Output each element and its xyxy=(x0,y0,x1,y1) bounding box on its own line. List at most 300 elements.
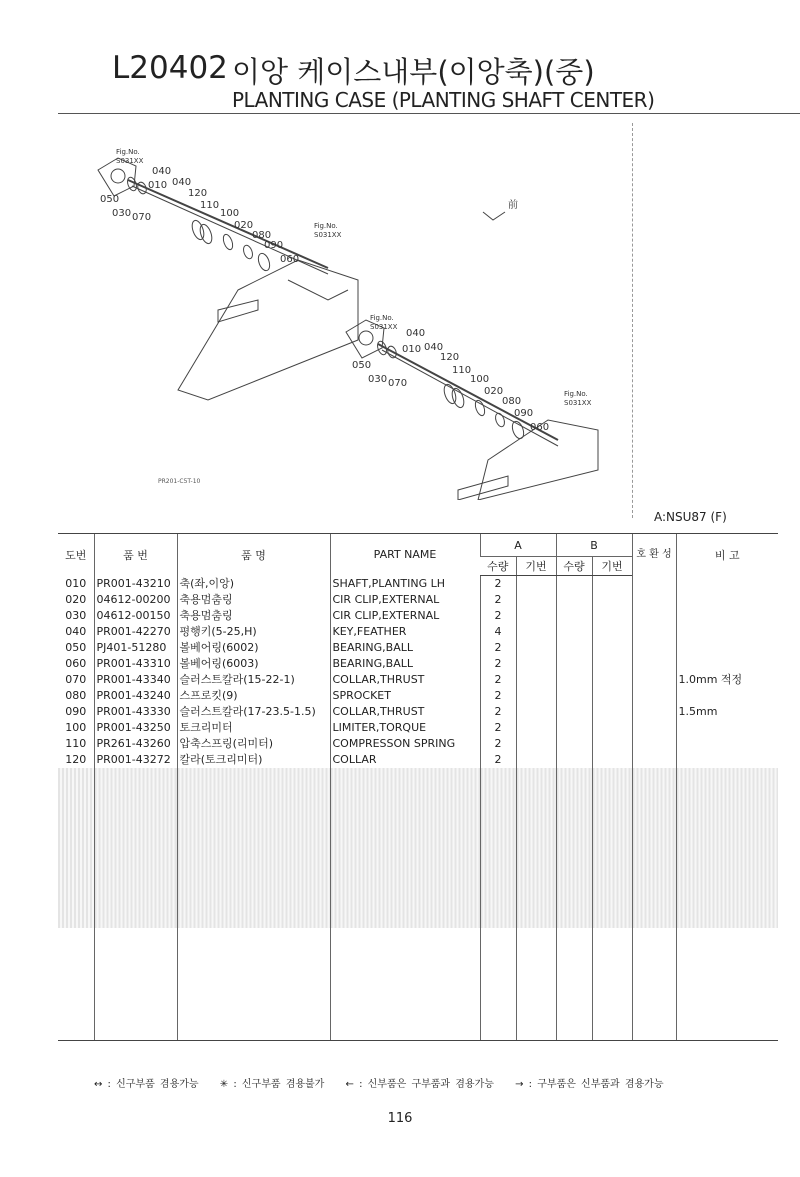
diagram-divider xyxy=(632,123,633,518)
cell-empty xyxy=(632,720,676,736)
cell-remark xyxy=(676,608,778,624)
cell-empty xyxy=(330,784,480,800)
cell-empty xyxy=(94,976,177,992)
empty-row xyxy=(58,880,778,896)
cell-empty xyxy=(330,1008,480,1024)
cell-en: CIR CLIP,EXTERNAL xyxy=(330,592,480,608)
col-header-part-name: PART NAME xyxy=(330,534,480,576)
empty-row xyxy=(58,800,778,816)
table-row xyxy=(58,640,778,656)
cell-empty xyxy=(58,784,94,800)
cell-empty xyxy=(632,624,676,640)
table-row xyxy=(58,672,778,688)
cell-ko: 볼베어링(6002) xyxy=(177,640,330,656)
cell-empty xyxy=(592,992,632,1008)
model-label: A:NSU87 (F) xyxy=(654,510,727,524)
diagram-label: 110 xyxy=(452,365,472,376)
table-row xyxy=(58,624,778,640)
cell-empty xyxy=(58,800,94,816)
cell-empty xyxy=(516,752,556,768)
empty-row xyxy=(58,944,778,960)
cell-empty xyxy=(94,960,177,976)
exploded-parts-diagram xyxy=(88,140,628,500)
cell-empty xyxy=(480,784,516,800)
cell-empty xyxy=(676,1024,778,1041)
cell-empty xyxy=(556,608,592,624)
cell-empty xyxy=(94,944,177,960)
cell-empty xyxy=(177,768,330,784)
cell-empty xyxy=(556,1008,592,1024)
cell-empty xyxy=(556,912,592,928)
cell-remark xyxy=(676,752,778,768)
col-header-group-a: A xyxy=(480,534,556,557)
cell-empty xyxy=(516,656,556,672)
cell-en: COLLAR,THRUST xyxy=(330,672,480,688)
cell-remark xyxy=(676,592,778,608)
cell-empty xyxy=(556,736,592,752)
cell-qty: 2 xyxy=(480,736,516,752)
legend-item: → : 구부품은 신부품과 겸용가능 xyxy=(515,1079,664,1090)
cell-ko: 토크리미터 xyxy=(177,720,330,736)
cell-empty xyxy=(330,864,480,880)
cell-empty xyxy=(556,832,592,848)
cell-en: COLLAR xyxy=(330,752,480,768)
diagram-label: Fig.No. xyxy=(314,222,338,230)
diagram-label: 030 xyxy=(368,374,388,385)
cell-empty xyxy=(94,800,177,816)
cell-empty xyxy=(516,848,556,864)
cell-empty xyxy=(480,1024,516,1041)
cell-empty xyxy=(632,704,676,720)
cell-part: PR001-43250 xyxy=(94,720,177,736)
legend-item: ← : 신부품은 구부품과 겸용가능 xyxy=(345,1079,494,1090)
col-header-base-b: 기번 xyxy=(592,557,632,576)
cell-empty xyxy=(632,592,676,608)
cell-remark xyxy=(676,720,778,736)
col-header-remarks: 비 고 xyxy=(676,534,778,576)
cell-empty xyxy=(58,768,94,784)
cell-empty xyxy=(592,672,632,688)
cell-empty xyxy=(58,848,94,864)
cell-empty xyxy=(516,880,556,896)
cell-empty xyxy=(592,800,632,816)
col-header-qty-b: 수량 xyxy=(556,557,592,576)
cell-empty xyxy=(632,992,676,1008)
cell-empty xyxy=(676,784,778,800)
cell-empty xyxy=(592,944,632,960)
cell-empty xyxy=(556,656,592,672)
cell-empty xyxy=(632,960,676,976)
diagram-label: S031XX xyxy=(116,157,144,165)
cell-empty xyxy=(592,768,632,784)
cell-empty xyxy=(556,992,592,1008)
cell-no: 090 xyxy=(65,705,87,718)
table-row xyxy=(58,720,778,736)
cell-en: COLLAR,THRUST xyxy=(330,704,480,720)
col-header-name-ko: 품 명 xyxy=(177,534,330,576)
cell-empty xyxy=(556,752,592,768)
cell-empty xyxy=(177,816,330,832)
cell-empty xyxy=(516,592,556,608)
cell-ko: 축용멈춤링 xyxy=(177,608,330,624)
table-row xyxy=(58,576,778,593)
cell-empty xyxy=(330,976,480,992)
empty-row xyxy=(58,896,778,912)
cell-empty xyxy=(330,848,480,864)
cell-ko: 칼라(토크리미터) xyxy=(177,752,330,768)
cell-empty xyxy=(592,752,632,768)
cell-empty xyxy=(516,704,556,720)
cell-qty: 4 xyxy=(480,624,516,640)
cell-empty xyxy=(94,832,177,848)
cell-no: 050 xyxy=(65,641,87,654)
cell-qty: 2 xyxy=(480,576,516,593)
cell-empty xyxy=(592,880,632,896)
cell-empty xyxy=(330,832,480,848)
cell-empty xyxy=(592,1024,632,1041)
cell-empty xyxy=(556,592,592,608)
table-row xyxy=(58,688,778,704)
cell-empty xyxy=(58,1024,94,1041)
cell-empty xyxy=(58,944,94,960)
cell-empty xyxy=(480,1008,516,1024)
cell-empty xyxy=(676,960,778,976)
cell-empty xyxy=(177,1024,330,1041)
cell-empty xyxy=(632,880,676,896)
cell-no: 080 xyxy=(65,689,87,702)
cell-empty xyxy=(177,928,330,944)
cell-empty xyxy=(94,768,177,784)
table-row xyxy=(58,736,778,752)
cell-qty: 2 xyxy=(480,672,516,688)
cell-empty xyxy=(592,784,632,800)
diagram-label: S031XX xyxy=(370,323,398,331)
cell-empty xyxy=(480,912,516,928)
diagram-label: S031XX xyxy=(564,399,592,407)
cell-empty xyxy=(516,736,556,752)
cell-en: CIR CLIP,EXTERNAL xyxy=(330,608,480,624)
cell-empty xyxy=(516,1024,556,1041)
cell-empty xyxy=(592,704,632,720)
cell-remark xyxy=(676,576,778,593)
page-number: 116 xyxy=(387,1111,413,1126)
diagram-label: 080 xyxy=(252,230,272,241)
cell-no: 070 xyxy=(65,673,87,686)
diagram-label: 040 xyxy=(424,342,444,353)
cell-empty xyxy=(480,864,516,880)
cell-empty xyxy=(676,992,778,1008)
legend-item: ↔ : 신구부품 겸용가능 xyxy=(94,1079,199,1090)
cell-empty xyxy=(330,960,480,976)
cell-ko: 축용멈춤링 xyxy=(177,592,330,608)
cell-empty xyxy=(58,864,94,880)
cell-empty xyxy=(330,944,480,960)
table-row xyxy=(58,752,778,768)
diagram-label: 050 xyxy=(352,360,372,371)
cell-part: PR261-43260 xyxy=(94,736,177,752)
cell-empty xyxy=(480,880,516,896)
cell-empty xyxy=(592,576,632,593)
cell-empty xyxy=(516,960,556,976)
diagram-label: 020 xyxy=(484,386,504,397)
cell-empty xyxy=(556,624,592,640)
diagram-label: 090 xyxy=(264,240,284,251)
diagram-label: 100 xyxy=(220,208,240,219)
cell-empty xyxy=(480,992,516,1008)
cell-empty xyxy=(94,848,177,864)
cell-empty xyxy=(556,880,592,896)
cell-no: 010 xyxy=(65,576,87,590)
cell-empty xyxy=(676,912,778,928)
diagram-label: 120 xyxy=(440,352,460,363)
cell-empty xyxy=(516,640,556,656)
cell-remark xyxy=(676,736,778,752)
cell-empty xyxy=(676,944,778,960)
cell-empty xyxy=(632,816,676,832)
cell-empty xyxy=(480,976,516,992)
table-row xyxy=(58,608,778,624)
cell-empty xyxy=(480,832,516,848)
cell-no: 100 xyxy=(65,721,87,734)
table-row xyxy=(58,704,778,720)
col-header-part-no: 품 번 xyxy=(94,534,177,576)
cell-empty xyxy=(632,864,676,880)
cell-empty xyxy=(592,736,632,752)
cell-empty xyxy=(480,800,516,816)
cell-remark: 1.0mm 적정 xyxy=(676,672,778,688)
empty-row xyxy=(58,976,778,992)
cell-empty xyxy=(58,912,94,928)
cell-empty xyxy=(516,720,556,736)
empty-row xyxy=(58,960,778,976)
cell-empty xyxy=(516,784,556,800)
cell-empty xyxy=(676,976,778,992)
cell-empty xyxy=(632,928,676,944)
cell-empty xyxy=(480,960,516,976)
col-header-base-a: 기번 xyxy=(516,557,556,576)
cell-ko: 슬러스트칼라(17-23.5-1.5) xyxy=(177,704,330,720)
cell-empty xyxy=(556,816,592,832)
diagram-label: 070 xyxy=(132,212,152,223)
cell-empty xyxy=(592,816,632,832)
cell-empty xyxy=(632,576,676,593)
cell-empty xyxy=(480,848,516,864)
col-header-qty-a: 수량 xyxy=(480,557,516,576)
cell-empty xyxy=(330,768,480,784)
diagram-label: Fig.No. xyxy=(370,314,394,322)
cell-empty xyxy=(94,1008,177,1024)
cell-empty xyxy=(592,896,632,912)
cell-ko: 축(좌,이앙) xyxy=(177,576,330,593)
cell-no: 060 xyxy=(65,657,87,670)
cell-empty xyxy=(556,640,592,656)
diagram-label: S031XX xyxy=(314,231,342,239)
col-header-no: 도번 xyxy=(58,534,94,576)
diagram-label: 080 xyxy=(502,396,522,407)
table-row xyxy=(58,656,778,672)
cell-part: PR001-43340 xyxy=(94,672,177,688)
legend-item: ✳ : 신구부품 겸용불가 xyxy=(219,1079,325,1090)
cell-en: BEARING,BALL xyxy=(330,656,480,672)
cell-empty xyxy=(632,832,676,848)
col-header-interchange: 호 환 성 xyxy=(632,534,676,576)
cell-ko: 슬러스트칼라(15-22-1) xyxy=(177,672,330,688)
cell-empty xyxy=(58,960,94,976)
cell-empty xyxy=(94,880,177,896)
diagram-label: 100 xyxy=(470,374,490,385)
diagram-label: 050 xyxy=(100,194,120,205)
cell-empty xyxy=(592,928,632,944)
cell-empty xyxy=(480,896,516,912)
diagram-label: 110 xyxy=(200,200,220,211)
cell-ko: 압축스프링(리미터) xyxy=(177,736,330,752)
cell-empty xyxy=(592,848,632,864)
diagram-label: 120 xyxy=(188,188,208,199)
cell-empty xyxy=(177,848,330,864)
cell-empty xyxy=(556,848,592,864)
cell-remark xyxy=(676,656,778,672)
title-rule xyxy=(58,113,800,114)
cell-empty xyxy=(592,624,632,640)
diagram-label: 010 xyxy=(148,180,168,191)
cell-empty xyxy=(330,992,480,1008)
empty-row xyxy=(58,1024,778,1041)
cell-empty xyxy=(177,960,330,976)
cell-empty xyxy=(556,704,592,720)
cell-empty xyxy=(94,1024,177,1041)
diagram-label: 040 xyxy=(406,328,426,339)
cell-empty xyxy=(632,736,676,752)
cell-empty xyxy=(177,864,330,880)
cell-empty xyxy=(177,944,330,960)
cell-empty xyxy=(330,816,480,832)
cell-empty xyxy=(516,608,556,624)
cell-qty: 2 xyxy=(480,640,516,656)
cell-empty xyxy=(58,928,94,944)
cell-no: 040 xyxy=(65,625,87,638)
cell-empty xyxy=(516,800,556,816)
cell-empty xyxy=(177,912,330,928)
cell-empty xyxy=(516,816,556,832)
cell-empty xyxy=(592,1008,632,1024)
cell-empty xyxy=(632,640,676,656)
cell-empty xyxy=(676,1008,778,1024)
cell-empty xyxy=(330,800,480,816)
empty-row xyxy=(58,768,778,784)
cell-empty xyxy=(177,1008,330,1024)
cell-empty xyxy=(632,768,676,784)
page-title-korean: 이앙 케이스내부(이앙축)(중) xyxy=(232,55,595,89)
cell-qty: 2 xyxy=(480,656,516,672)
empty-row xyxy=(58,912,778,928)
empty-row xyxy=(58,784,778,800)
cell-empty xyxy=(516,624,556,640)
cell-no: 120 xyxy=(65,753,87,766)
section-code: L20402 xyxy=(112,50,228,86)
page-title-english: PLANTING CASE (PLANTING SHAFT CENTER) xyxy=(232,88,655,112)
cell-empty xyxy=(556,768,592,784)
cell-empty xyxy=(330,896,480,912)
cell-qty: 2 xyxy=(480,608,516,624)
cell-part: PR001-43240 xyxy=(94,688,177,704)
cell-empty xyxy=(632,656,676,672)
cell-empty xyxy=(556,976,592,992)
cell-empty xyxy=(676,864,778,880)
diagram-label: Fig.No. xyxy=(564,390,588,398)
cell-empty xyxy=(58,880,94,896)
cell-empty xyxy=(676,832,778,848)
cell-empty xyxy=(330,1024,480,1041)
cell-empty xyxy=(632,912,676,928)
cell-empty xyxy=(58,896,94,912)
cell-en: SPROCKET xyxy=(330,688,480,704)
cell-empty xyxy=(592,592,632,608)
cell-empty xyxy=(94,784,177,800)
cell-no: 110 xyxy=(65,737,87,750)
cell-empty xyxy=(556,672,592,688)
cell-empty xyxy=(632,784,676,800)
cell-empty xyxy=(592,720,632,736)
cell-empty xyxy=(516,976,556,992)
diagram-label: 020 xyxy=(234,220,254,231)
cell-empty xyxy=(516,672,556,688)
cell-empty xyxy=(58,1008,94,1024)
parts-table xyxy=(58,533,778,1041)
cell-part: PR001-43330 xyxy=(94,704,177,720)
cell-empty xyxy=(676,896,778,912)
cell-empty xyxy=(556,928,592,944)
diagram-label: 060 xyxy=(280,254,300,265)
cell-ko: 볼베어링(6003) xyxy=(177,656,330,672)
cell-part: PR001-42270 xyxy=(94,624,177,640)
cell-empty xyxy=(632,976,676,992)
cell-empty xyxy=(556,688,592,704)
cell-part: PR001-43310 xyxy=(94,656,177,672)
cell-empty xyxy=(592,912,632,928)
cell-empty xyxy=(516,1008,556,1024)
cell-empty xyxy=(94,896,177,912)
cell-en: BEARING,BALL xyxy=(330,640,480,656)
cell-empty xyxy=(556,960,592,976)
cell-empty xyxy=(676,848,778,864)
cell-empty xyxy=(556,1024,592,1041)
cell-empty xyxy=(94,816,177,832)
cell-empty xyxy=(632,944,676,960)
cell-empty xyxy=(58,816,94,832)
cell-empty xyxy=(177,976,330,992)
cell-qty: 2 xyxy=(480,752,516,768)
cell-qty: 2 xyxy=(480,688,516,704)
cell-empty xyxy=(556,864,592,880)
cell-remark xyxy=(676,688,778,704)
cell-en: SHAFT,PLANTING LH xyxy=(330,576,480,593)
cell-empty xyxy=(592,960,632,976)
compatibility-legend xyxy=(94,1075,680,1090)
cell-empty xyxy=(632,672,676,688)
cell-remark xyxy=(676,624,778,640)
cell-empty xyxy=(177,992,330,1008)
cell-empty xyxy=(516,992,556,1008)
cell-empty xyxy=(94,912,177,928)
cell-empty xyxy=(480,816,516,832)
cell-empty xyxy=(516,944,556,960)
table-row xyxy=(58,592,778,608)
cell-part: PR001-43272 xyxy=(94,752,177,768)
cell-empty xyxy=(58,832,94,848)
cell-remark xyxy=(676,640,778,656)
cell-empty xyxy=(516,576,556,593)
cell-empty xyxy=(632,608,676,624)
